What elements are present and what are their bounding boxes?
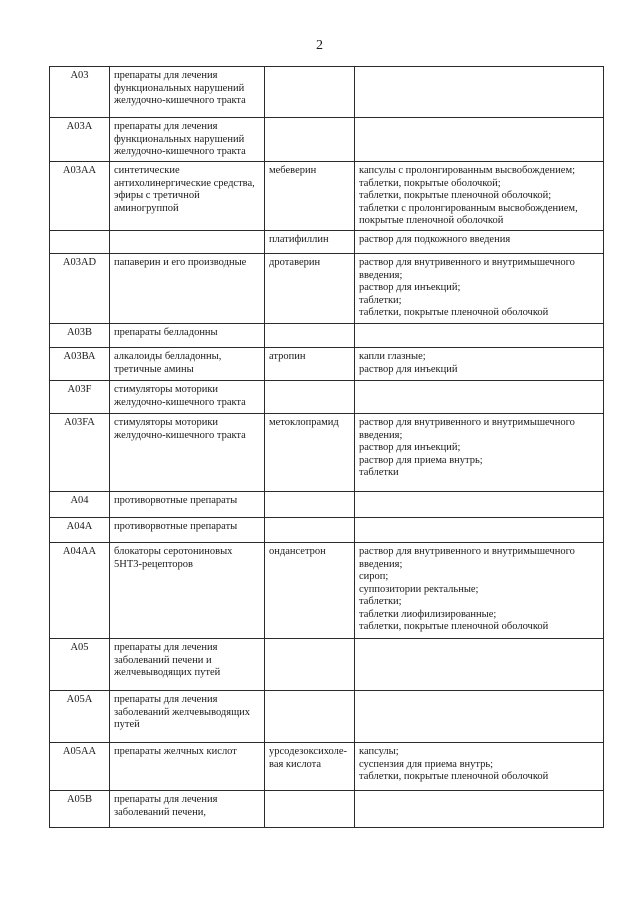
cell-text-line: суспензия для приема внутрь; <box>359 758 494 770</box>
table-row <box>50 231 604 254</box>
group-description-cell <box>110 118 265 162</box>
table-row <box>50 162 604 231</box>
cell-text-line: А03ВА <box>63 351 96 362</box>
dosage-forms-cell <box>355 118 604 162</box>
table-row <box>50 118 604 162</box>
group-description-cell <box>110 162 265 231</box>
cell-text-line: 5НТ3-рецепторов <box>114 558 193 570</box>
cell-text-line: раствор для инъекций; <box>359 282 461 293</box>
atc-code-cell <box>50 691 110 743</box>
table-row <box>50 518 604 543</box>
atc-code-cell <box>50 162 110 231</box>
cell-text-line: А05 <box>70 642 89 653</box>
substance-name-cell <box>265 231 355 254</box>
cell-text-line: раствор для внутривенного и внутримышечного <box>359 417 575 428</box>
cell-text-line: таблетки, покрытые пленочной оболочкой <box>359 621 549 632</box>
substance-name-cell <box>265 518 355 543</box>
cell-text-line: препараты желчных кислот <box>114 746 237 757</box>
cell-text-line: А03AD <box>62 257 97 268</box>
table-row <box>50 381 604 414</box>
cell-text-line: A03FA <box>64 417 95 428</box>
dosage-forms-cell <box>355 414 604 492</box>
cell-text-line: препараты для лечения <box>114 70 218 81</box>
cell-text-line: заболеваний печени, <box>114 806 206 818</box>
group-description-cell <box>110 324 265 348</box>
group-description-cell <box>110 691 265 743</box>
cell-text-line: третичные амины <box>114 363 194 375</box>
dosage-forms-cell <box>355 381 604 414</box>
dosage-forms-cell <box>355 67 604 118</box>
dosage-forms-cell <box>355 324 604 348</box>
substance-name-cell <box>265 348 355 381</box>
cell-text-line: А05В <box>66 794 93 805</box>
cell-text-line: покрытые пленочной оболочкой <box>359 215 504 226</box>
cell-text-line: капли глазные; <box>359 351 426 362</box>
group-description-cell <box>110 414 265 492</box>
group-description-cell <box>110 791 265 828</box>
group-description-cell <box>110 348 265 381</box>
atc-code-cell <box>50 639 110 691</box>
cell-text-line: урсодезоксихоле- <box>269 746 348 757</box>
table-body <box>50 67 604 828</box>
cell-text-line: блокаторы серотониновых <box>114 546 233 557</box>
cell-text-line: дротаверин <box>269 257 321 268</box>
atc-code-cell <box>50 348 110 381</box>
cell-text-line: противорвотные препараты <box>114 495 238 506</box>
cell-text-line: атропин <box>269 351 306 362</box>
cell-text-line: раствор для внутривенного и внутримышечного <box>359 257 575 268</box>
cell-text-line: раствор для инъекций; <box>359 442 461 453</box>
cell-text-line: таблетки; <box>359 596 402 607</box>
substance-name-cell <box>265 118 355 162</box>
cell-text-line: метоклопрамид <box>269 417 339 428</box>
group-description-cell <box>110 231 265 254</box>
dosage-forms-cell <box>355 348 604 381</box>
table-row <box>50 791 604 828</box>
cell-text-line: стимуляторы моторики <box>114 417 219 428</box>
cell-text-line: препараты для лечения <box>114 121 218 132</box>
cell-text-line: таблетки, покрытые пленочной оболочкой; <box>359 190 552 201</box>
group-description-cell <box>110 67 265 118</box>
cell-text-line: функциональных нарушений <box>114 82 245 94</box>
table-row <box>50 743 604 791</box>
atc-code-cell <box>50 254 110 324</box>
page-number: 2 <box>316 38 323 53</box>
cell-text-line: препараты белладонны <box>114 327 218 338</box>
atc-code-cell <box>50 743 110 791</box>
cell-text-line: раствор для приема внутрь; <box>359 454 483 466</box>
atc-code-cell <box>50 118 110 162</box>
substance-name-cell <box>265 492 355 518</box>
atc-code-cell <box>50 492 110 518</box>
cell-text-line: платифиллин <box>269 234 329 245</box>
atc-code-cell <box>50 231 110 254</box>
cell-text-line: раствор для внутривенного и внутримышечного <box>359 546 575 557</box>
dosage-forms-cell <box>355 231 604 254</box>
cell-text-line: желудочно-кишечного тракта <box>114 429 246 441</box>
cell-text-line: А05АА <box>62 746 97 757</box>
atc-code-cell <box>50 67 110 118</box>
cell-text-line: желудочно-кишечного тракта <box>114 146 246 157</box>
atc-code-cell <box>50 414 110 492</box>
cell-text-line: функциональных нарушений <box>114 133 245 145</box>
atc-code-cell <box>50 324 110 348</box>
cell-text-line: А04 <box>70 495 89 506</box>
cell-text-line: А03АА <box>62 165 97 176</box>
table-row <box>50 492 604 518</box>
cell-text-line: заболеваний желчевыводящих <box>114 706 251 718</box>
substance-name-cell <box>265 324 355 348</box>
cell-text-line: желудочно-кишечного тракта <box>114 396 246 408</box>
substance-name-cell <box>265 414 355 492</box>
cell-text-line: желчевыводящих путей <box>114 667 221 678</box>
cell-text-line: введения; <box>359 429 403 441</box>
cell-text-line: таблетки, покрытые оболочкой; <box>359 177 501 189</box>
atc-code-cell <box>50 791 110 828</box>
dosage-forms-cell <box>355 518 604 543</box>
substance-name-cell <box>265 791 355 828</box>
cell-text-line: А04АА <box>62 546 97 557</box>
group-description-cell <box>110 492 265 518</box>
cell-text-line: капсулы; <box>359 746 399 757</box>
substance-name-cell <box>265 543 355 639</box>
cell-text-line: раствор для инъекций <box>359 363 458 375</box>
cell-text-line: препараты для лечения <box>114 642 218 653</box>
dosage-forms-cell <box>355 791 604 828</box>
cell-text-line: заболеваний печени и <box>114 654 212 666</box>
cell-text-line: А04А <box>66 521 93 532</box>
cell-text-line: препараты для лечения <box>114 694 218 705</box>
table-row <box>50 414 604 492</box>
substance-name-cell <box>265 254 355 324</box>
table-row <box>50 348 604 381</box>
cell-text-line: суппозитории ректальные; <box>359 583 479 595</box>
cell-text-line: препараты для лечения <box>114 794 218 805</box>
dosage-forms-cell <box>355 492 604 518</box>
cell-text-line: таблетки <box>359 467 399 478</box>
cell-text-line: папаверин и его производные <box>114 257 247 268</box>
cell-text-line: введения; <box>359 558 403 570</box>
cell-text-line: синтетические <box>114 165 180 176</box>
substance-name-cell <box>265 743 355 791</box>
table-row <box>50 254 604 324</box>
group-description-cell <box>110 543 265 639</box>
substance-name-cell <box>265 639 355 691</box>
cell-text-line: ондансетрон <box>269 546 326 557</box>
cell-text-line: таблетки, покрытые пленочной оболочкой <box>359 307 549 318</box>
cell-text-line: аминогруппой <box>114 202 179 214</box>
cell-text-line: таблетки с пролонгированным высвобождением, <box>359 202 578 214</box>
group-description-cell <box>110 518 265 543</box>
table-row <box>50 639 604 691</box>
dosage-forms-cell <box>355 162 604 231</box>
group-description-cell <box>110 381 265 414</box>
substance-name-cell <box>265 381 355 414</box>
cell-text-line: А03В <box>66 327 93 338</box>
cell-text-line: антихолинергические средства, <box>114 177 255 189</box>
table-row <box>50 543 604 639</box>
atc-code-cell <box>50 381 110 414</box>
cell-text-line: противорвотные препараты <box>114 521 238 532</box>
cell-text-line: мебеверин <box>269 165 317 176</box>
cell-text-line: таблетки; <box>359 294 402 306</box>
cell-text-line: А03 <box>70 70 89 81</box>
cell-text-line: A03F <box>67 384 92 395</box>
cell-text-line: таблетки лиофилизированные; <box>359 608 497 620</box>
table-row <box>50 67 604 118</box>
cell-text-line: вая кислота <box>269 758 322 770</box>
group-description-cell <box>110 254 265 324</box>
cell-text-line: сироп; <box>359 571 389 582</box>
cell-text-line: А03А <box>66 121 93 132</box>
cell-text-line: стимуляторы моторики <box>114 384 219 395</box>
group-description-cell <box>110 743 265 791</box>
dosage-forms-cell <box>355 639 604 691</box>
cell-text-line: эфиры с третичной <box>114 190 200 201</box>
cell-text-line: путей <box>114 719 140 730</box>
substance-name-cell <box>265 691 355 743</box>
cell-text-line: таблетки, покрытые пленочной оболочкой <box>359 771 549 782</box>
cell-text-line: раствор для подкожного введения <box>359 234 511 245</box>
table-row <box>50 691 604 743</box>
atc-code-cell <box>50 543 110 639</box>
substance-name-cell <box>265 67 355 118</box>
dosage-forms-cell <box>355 691 604 743</box>
drug-table <box>49 66 604 828</box>
cell-text-line: А05А <box>66 694 93 705</box>
dosage-forms-cell <box>355 543 604 639</box>
cell-text-line: капсулы с пролонгированным высвобождением; <box>359 165 576 176</box>
cell-text-line: введения; <box>359 269 403 281</box>
atc-code-cell <box>50 518 110 543</box>
table-row <box>50 324 604 348</box>
dosage-forms-cell <box>355 254 604 324</box>
dosage-forms-cell <box>355 743 604 791</box>
substance-name-cell <box>265 162 355 231</box>
group-description-cell <box>110 639 265 691</box>
cell-text-line: желудочно-кишечного тракта <box>114 95 246 106</box>
cell-text-line: алкалоиды белладонны, <box>114 351 222 362</box>
